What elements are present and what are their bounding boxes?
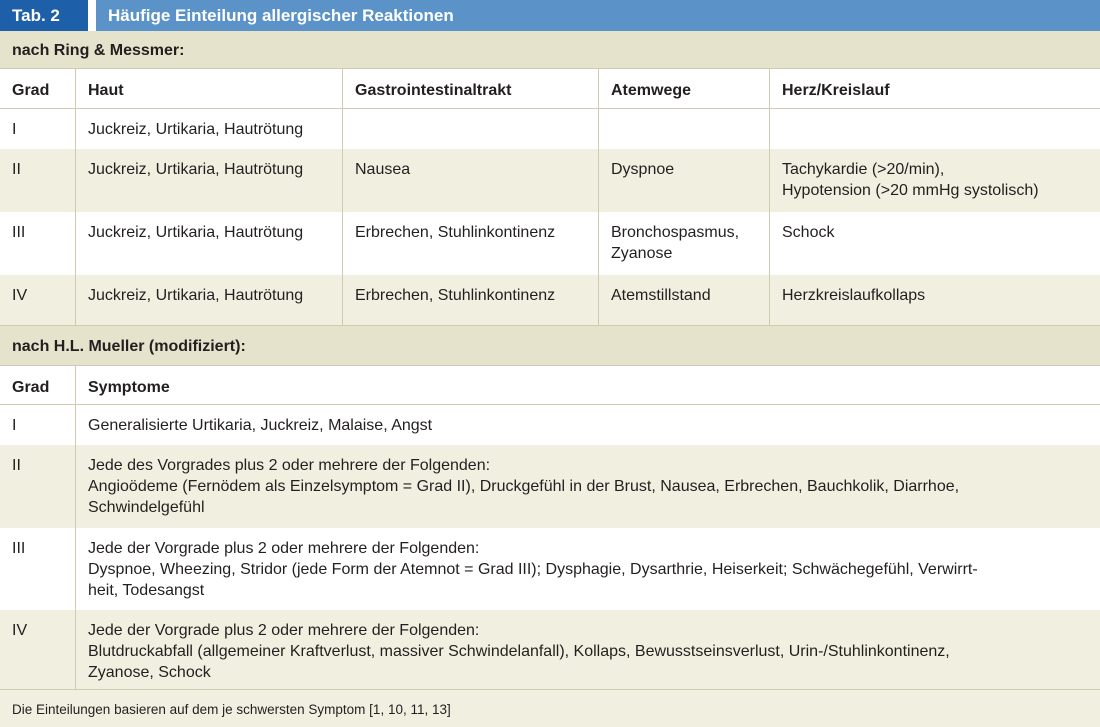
grad-cell: IV [12, 287, 28, 304]
table-row [0, 212, 1100, 275]
gastrointestinal-cell [342, 109, 598, 149]
column-header-haut: Haut [75, 69, 342, 108]
table-header [0, 0, 1100, 31]
column-header-atemwege: Atemwege [598, 69, 769, 108]
column-header-herz-kreislauf: Herz/Kreislauf [769, 69, 1100, 108]
column-header-grad: Grad [12, 82, 50, 99]
gastrointestinal-cell: Erbrechen, Stuhlinkontinenz [342, 212, 598, 275]
herz-kreislauf-cell [769, 109, 1100, 149]
section-ring-messmer [0, 31, 1100, 69]
haut-cell: Juckreiz, Urtikaria, Hautrötung [75, 275, 342, 325]
haut-cell: Juckreiz, Urtikaria, Hautrötung [75, 212, 342, 275]
symptome-cell: Jede des Vorgrades plus 2 oder mehrere der Folgenden: Angioödeme (Fernödem als Einzelsymptom = Grad II), Druckgefühl in der Brust, Nausea, Erbrechen, Bauchkolik, Diarrhoe, Schwindelgefühl [75, 445, 1100, 528]
symptome-cell: Jede der Vorgrade plus 2 oder mehrere der Folgenden: Blutdruckabfall (allgemeiner Kraftverlust, massiver Schwindelanfall), Kollaps, Bewusstseinsverlust, Urin-/Stuhlinkontinenz, Zyanose, Schock [75, 610, 1100, 689]
column-header-grad: Grad [12, 379, 50, 396]
section-mueller [0, 326, 1100, 366]
haut-cell: Juckreiz, Urtikaria, Hautrötung [75, 149, 342, 212]
grad-cell: II [12, 457, 21, 474]
haut-cell: Juckreiz, Urtikaria, Hautrötung [75, 109, 342, 149]
herz-kreislauf-cell: Schock [769, 212, 1100, 275]
atemwege-cell: Bronchospasmus, Zyanose [598, 212, 769, 275]
section-title: nach H.L. Mueller (modifiziert): [12, 338, 246, 355]
column-header-gastrointestinal: Gastrointestinaltrakt [342, 69, 598, 108]
gastrointestinal-cell: Erbrechen, Stuhlinkontinenz [342, 275, 598, 325]
section-title: nach Ring & Messmer: [12, 42, 185, 59]
table-row [0, 149, 1100, 212]
grad-cell: III [12, 540, 26, 557]
table-row [0, 528, 1100, 610]
gastrointestinal-cell: Nausea [342, 149, 598, 212]
grad-cell: III [12, 224, 26, 241]
grad-cell: IV [12, 622, 28, 639]
herz-kreislauf-cell: Tachykardie (>20/min), Hypotension (>20 mmHg systolisch) [769, 149, 1100, 212]
herz-kreislauf-cell: Herzkreislaufkollaps [769, 275, 1100, 325]
table-row [0, 405, 1100, 445]
table-row [0, 109, 1100, 149]
column-header-symptome: Symptome [75, 366, 1100, 404]
table-header-row [0, 366, 1100, 405]
table-header-row [0, 69, 1100, 109]
grad-cell: I [12, 121, 17, 138]
atemwege-cell: Atemstillstand [598, 275, 769, 325]
table-row [0, 610, 1100, 689]
symptome-cell: Jede der Vorgrade plus 2 oder mehrere der Folgenden: Dyspnoe, Wheezing, Stridor (jede Form der Atemnot = Grad III); Dysphagie, Dysarthrie, Heiserkeit; Schwächegefühl, Verwirrt- heit, Todesangst [75, 528, 1100, 610]
table-row [0, 275, 1100, 325]
table-footnote: Die Einteilungen basieren auf dem je schwersten Symptom [1, 10, 11, 13] [0, 689, 1100, 727]
table-number: Tab. 2 [0, 0, 88, 31]
symptome-cell: Generalisierte Urtikaria, Juckreiz, Malaise, Angst [75, 405, 1100, 445]
atemwege-cell [598, 109, 769, 149]
grad-cell: II [12, 161, 21, 178]
grad-cell: I [12, 417, 17, 434]
table-title: Häufige Einteilung allergischer Reaktionen [96, 0, 1100, 31]
atemwege-cell: Dyspnoe [598, 149, 769, 212]
table-row [0, 445, 1100, 528]
